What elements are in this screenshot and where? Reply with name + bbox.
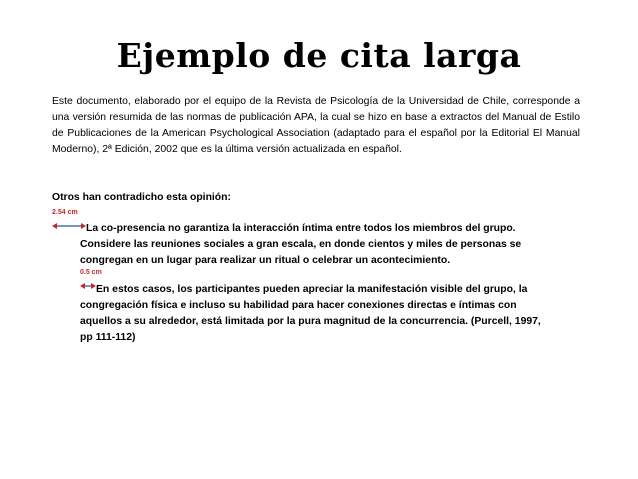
quote-first-line: La co-presencia no garantiza la interacción íntima entre todos los miembros del grupo. xyxy=(86,223,516,234)
intro-paragraph: Este documento, elaborado por el equipo de la Revista de Psicología de la Universidad de Chile, corresponde a una versión resumida de las normas de publicación APA, la cual se hizo en base a extractos del Manual de Estilo de Publicaciones de la American Psychological Association (adaptado para el español por la Editorial El Manual Moderno), 2ª Edición, 2002 que es la última versión actualizada en español. xyxy=(52,96,580,155)
quote-continuation: Considere las reuniones sociales a gran escala, en donde cientos y miles de personas se congregan en un lugar para realizar un ritual o celebrar un acontecimiento. xyxy=(80,239,522,266)
block-quote-paragraph-2 xyxy=(80,282,550,346)
slide-title: Ejemplo de cita larga xyxy=(116,36,522,75)
quote-first-line: En estos casos, los participantes pueden apreciar la manifestación visible del grupo, la xyxy=(96,284,528,295)
block-quote-paragraph-1 xyxy=(80,221,550,269)
quote-continuation: congregación física e incluso su habilidad para hacer conexiones directas e íntimas con aquellos a su alrededor, está limitada por la pura magnitud de la concurrencia. (Purcell, 1997, pp 111-112) xyxy=(80,300,541,343)
indent-label-0-5cm: 0.5 cm xyxy=(80,269,102,276)
lead-sentence: Otros han contradicho esta opinión: xyxy=(52,192,231,203)
indent-label-2-54cm: 2.54 cm xyxy=(52,209,78,216)
